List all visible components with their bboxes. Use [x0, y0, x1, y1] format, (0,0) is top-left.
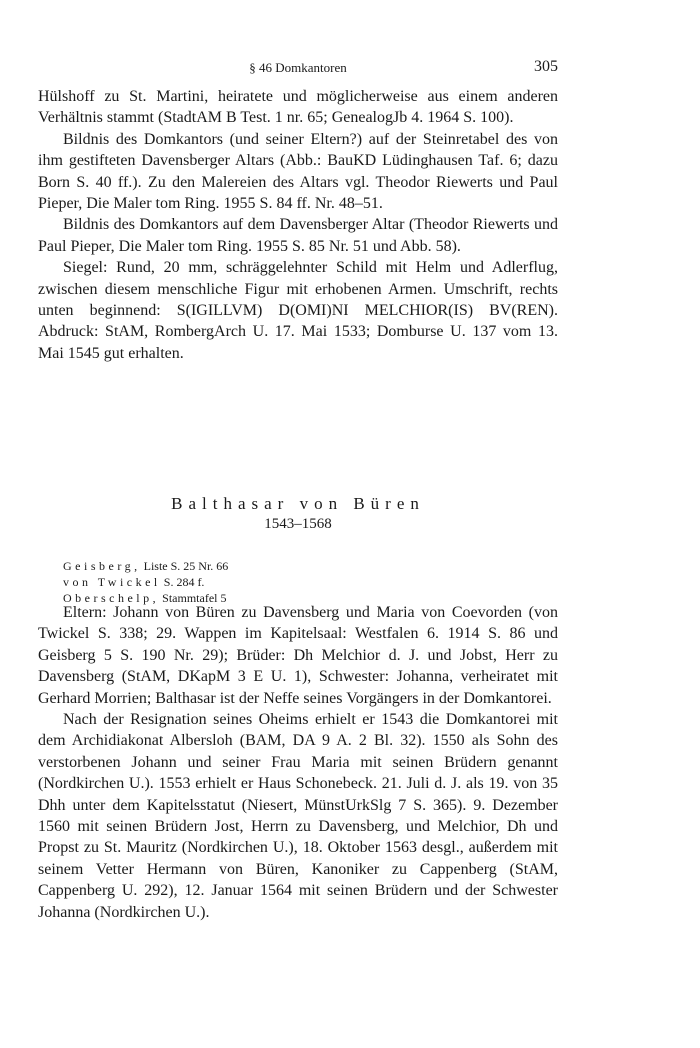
entry-years: 1543–1568	[264, 516, 332, 532]
reference-detail: Liste S. 25 Nr. 66	[140, 559, 229, 573]
reference-detail: S. 284 f.	[160, 575, 205, 589]
paragraph: Nach der Resignation seines Oheims erhielt er 1543 die Domkantorei mit dem Archidiakonat Albersloh (BAM, DA 9 A. 2 Bl. 32). 1550 als Sohn des verstorbenen Johann und seiner Frau Maria mit seinen Brüdern genannt (Nordkirchen U.). 1553 erhielt er Haus Schonebeck. 21. Juli d. J. als 19. von 35 Dhh unter dem Kapitelsstatut (Niesert, MünstUrkSlg 7 S. 365). 9. Dezember 1560 mit seinen Brüdern Jost, Herrn zu Davensberg, und Melchior, Dh und Propst zu St. Mauritz (Nordkirchen U.), 18. Oktober 1563 desgl., außerdem mit seinem Vetter Hermann von Büren, Kanoniker zu Cappenberg (StAM, Cappenberg U. 292), 12. Januar 1564 mit seinen Brüdern und der Schwester Johanna (Nordkirchen U.).	[38, 711, 558, 921]
paragraph: Bildnis des Domkantors auf dem Davensberger Altar (Theodor Riewerts und Paul Pieper, Die Maler tom Ring. 1955 S. 85 Nr. 51 und Abb. 58).	[38, 216, 558, 255]
paragraph: Hülshoff zu St. Martini, heiratete und möglicherweise aus einem anderen Verhältnis stammt (StadtAM B Test. 1 nr. 65; GenealogJb 4. 1964 S. 100).	[38, 88, 558, 127]
entry-title: Balthasar von Büren	[171, 494, 425, 513]
reference-item	[63, 574, 363, 590]
running-title: § 46 Domkantoren	[249, 60, 347, 75]
reference-item	[63, 558, 363, 574]
reference-author: von Twickel	[63, 575, 161, 589]
continued-entry-text	[38, 86, 558, 364]
entry-body-text	[38, 602, 558, 923]
paragraph: Bildnis des Domkantors (und seiner Eltern?) auf der Steinretabel des von ihm gestifteten Davensberger Altars (Abb.: BauKD Lüdinghausen Taf. 6; dazu Born S. 40 ff.). Zu den Malereien des Altars vgl. Theodor Riewerts und Paul Pieper, Die Maler tom Ring. 1955 S. 84 ff. Nr. 48–51.	[38, 130, 558, 213]
reference-list	[63, 558, 363, 606]
paragraph: Eltern: Johann von Büren zu Davensberg und Maria von Coevorden (von Twickel S. 338; 29. Wappen im Kapitelsaal: Westfalen 6. 1914 S. 86 und Geisberg 5 S. 190 Nr. 29); Brüder: Dh Melchior d. J. und Jobst, Herr zu Davensberg (StAM, DKapM 3 E U. 1), Schwester: Johanna, verheiratet mit Gerhard Morrien; Balthasar ist der Neffe seines Vorgängers in der Domkantorei.	[38, 604, 558, 707]
reference-author: Geisberg,	[63, 559, 141, 573]
reference-detail: Stammtafel 5	[159, 591, 227, 605]
paragraph: Siegel: Rund, 20 mm, schräggelehnter Schild mit Helm und Adlerflug, zwischen diesem menschliche Figur mit erhobenen Armen. Umschrift, rechts unten beginnend: S(IGILLVM) D(OMI)NI MELCHIOR(IS) BV(REN). Abdruck: StAM, RombergArch U. 17. Mai 1533; Domburse U. 137 vom 13. Mai 1545 gut erhalten.	[38, 259, 558, 362]
page-number: 305	[534, 58, 558, 75]
reference-author: Oberschelp,	[63, 591, 160, 605]
running-head	[38, 60, 558, 80]
